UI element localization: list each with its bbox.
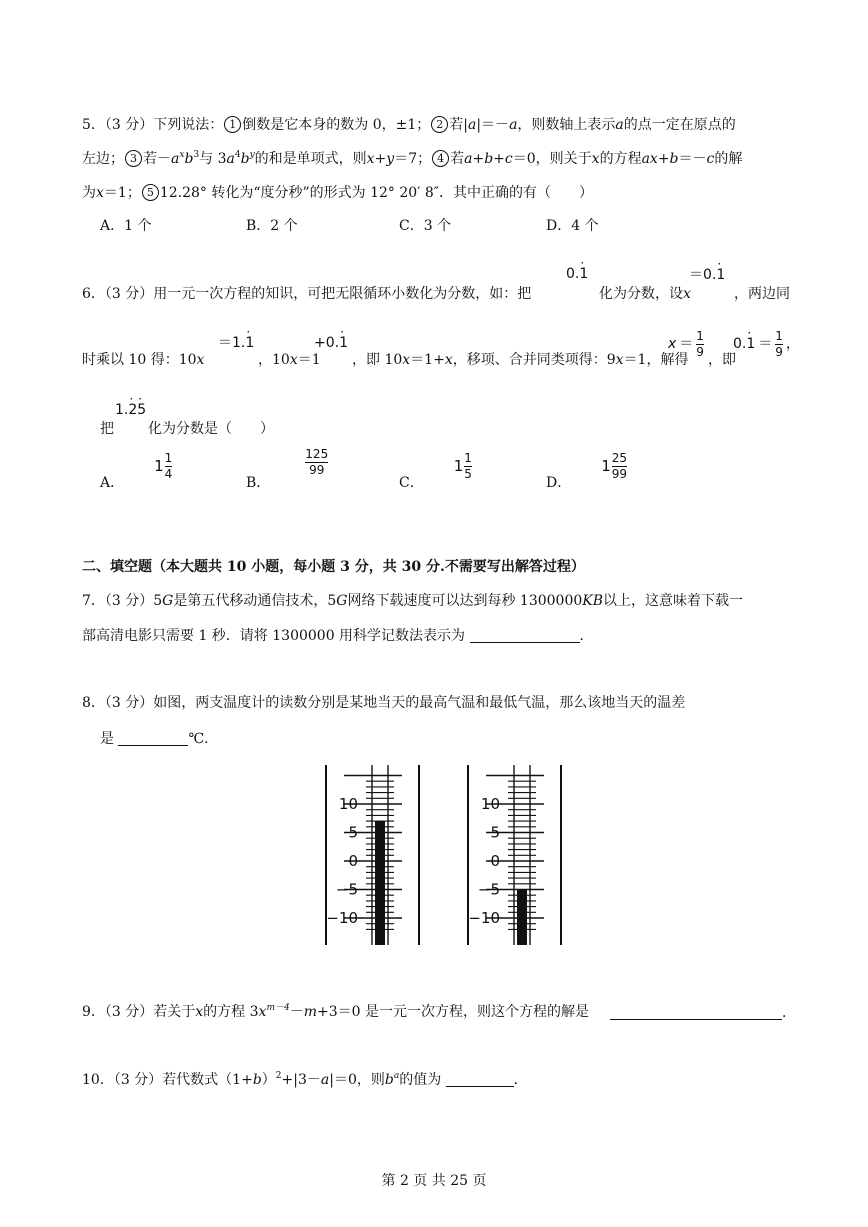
q5-s2-text-c: ，则数轴上表示 bbox=[517, 117, 616, 133]
q5-s3-var-b: b bbox=[184, 151, 194, 167]
q8-answer-blank[interactable] bbox=[118, 731, 188, 746]
tick-label: −10 bbox=[468, 909, 500, 927]
q6-sol-den: 9 bbox=[696, 344, 704, 359]
q8-l2a: 是 bbox=[100, 731, 114, 747]
q6-line-2-text-c bbox=[352, 353, 688, 367]
question-9 bbox=[82, 1005, 589, 1019]
tick-label: 5 bbox=[348, 823, 358, 842]
q6-option-b-den: 99 bbox=[309, 462, 325, 477]
q6-line-2-text bbox=[82, 353, 204, 367]
question-8-line-2 bbox=[100, 731, 218, 746]
q10-e: 的值为 bbox=[399, 1072, 442, 1088]
q9-c: － bbox=[289, 1004, 304, 1020]
q6-res-lhs: 0.· 1 bbox=[733, 337, 755, 351]
q5-s3-var-a2: a bbox=[226, 151, 235, 167]
q6-l2-var-x4: x bbox=[444, 352, 453, 368]
q6-l2b: ，10 bbox=[258, 352, 290, 368]
q5-s2-text-d: 的点一定在原点的 bbox=[623, 117, 736, 133]
q10-c: +|3－ bbox=[281, 1072, 321, 1088]
q6-line-2-text-b bbox=[258, 353, 321, 367]
q9-answer-blank[interactable] bbox=[610, 1005, 782, 1020]
q6-line-2-text-d: ，即 bbox=[708, 352, 736, 368]
q6-res-den: 9 bbox=[775, 344, 783, 359]
q5-option-a: A．1 个 bbox=[100, 218, 152, 234]
q6-line-1-text-b bbox=[599, 287, 691, 301]
q5-s2-text-b: |＝－ bbox=[476, 117, 510, 133]
q9-b: 的方程 3 bbox=[203, 1004, 259, 1020]
q6-l2d: ，即 10 bbox=[352, 352, 403, 368]
q5-line3-text-a: 为 bbox=[82, 185, 96, 201]
q10-exponent-a: a bbox=[393, 1071, 400, 1081]
q6-result bbox=[733, 330, 800, 358]
tick-label: 0 bbox=[490, 852, 500, 870]
circled-number-4: 4 bbox=[432, 150, 449, 167]
q6-option-a-label: A． bbox=[100, 475, 125, 492]
q5-s4-var-axb: ax+b bbox=[641, 151, 679, 167]
q6-option-c-num: 1 bbox=[464, 451, 472, 465]
q7-var-g2: G bbox=[336, 593, 348, 609]
q6-repeating-decimal-0-1: 0.· 1 bbox=[566, 267, 588, 281]
question-7-line-1 bbox=[82, 594, 743, 608]
q10-a: 10．（3 分）若代数式（1+ bbox=[82, 1072, 253, 1088]
tick-label: 5 bbox=[490, 823, 500, 842]
q5-line3-text-b: ＝1； bbox=[103, 185, 141, 201]
q5-statement-5: 12.28° 转化为“度分秒”的形式为 12° 20′ 8″．其中正确的有（ ） bbox=[159, 185, 593, 201]
q7-l2: 部高清电影只需要 1 秒．请将 1300000 用科学记数法表示为 bbox=[82, 628, 466, 644]
q5-s4-text-b: ＝0，则关于 bbox=[512, 151, 592, 167]
q10-b: ） bbox=[261, 1072, 276, 1088]
page-footer: 第 2 页 共 25 页 bbox=[381, 1173, 487, 1189]
q6-option-b-value bbox=[304, 448, 328, 476]
q6-option-d-label: D． bbox=[546, 475, 572, 492]
q6-option-c-value bbox=[454, 452, 472, 480]
q6-option-a-num: 1 bbox=[164, 451, 173, 465]
q6-option-d-den: 99 bbox=[611, 466, 628, 481]
q6-line-3-text-a: 把 bbox=[100, 421, 114, 437]
q5-s2-var-a3: a bbox=[615, 117, 624, 133]
q6-l2f: ，移项、合并同类项得：9 bbox=[452, 352, 616, 368]
mercury-column bbox=[517, 890, 527, 946]
q7-l1d: 以上，这意味着下载一 bbox=[603, 593, 744, 609]
q9-end: ． bbox=[782, 1005, 796, 1021]
q6-option-b-num: 125 bbox=[305, 447, 329, 461]
q5-s4-var-abc: a+b+c bbox=[464, 151, 513, 167]
q5-s3-exp-4: 4 bbox=[234, 150, 241, 160]
q6-sol-fraction bbox=[696, 330, 704, 358]
q5-s3-var-a: a bbox=[171, 151, 180, 167]
circled-number-1: 1 bbox=[224, 116, 241, 133]
q6-l2c: ＝1 bbox=[297, 352, 321, 368]
q6-l2g: ＝1，解得 bbox=[623, 352, 689, 368]
q5-s4-text-d: ＝－ bbox=[678, 151, 707, 167]
q7-answer-blank[interactable] bbox=[470, 628, 580, 643]
q7-l1c: 网络下载速度可以达到每秒 1300000 bbox=[347, 593, 583, 609]
question-5-line-1 bbox=[82, 116, 736, 133]
q5-s4-text-a: 若 bbox=[450, 151, 465, 167]
question-5-line-3 bbox=[82, 184, 593, 201]
q5-s3-exp-x: x bbox=[179, 150, 185, 160]
thermometers-figure bbox=[0, 760, 868, 960]
q6-line-3-text-b: 化为分数是（ ） bbox=[148, 421, 274, 437]
q6-option-a-den: 4 bbox=[164, 466, 173, 481]
tick-label: 10 bbox=[338, 795, 358, 813]
q5-s3-var-b2: b bbox=[240, 151, 250, 167]
tick-label: −5 bbox=[335, 880, 358, 899]
q9-exponent: m－4 bbox=[266, 1003, 290, 1013]
q6-repeating-decimal-1-25: 1.· 2· 5 bbox=[115, 403, 146, 417]
q9-answer-area bbox=[610, 1005, 796, 1020]
q9-var-x1: x bbox=[195, 1004, 204, 1020]
tick-label: 10 bbox=[480, 795, 500, 813]
q10-d: |＝0，则 bbox=[329, 1072, 385, 1088]
q6-l2-var-x3: x bbox=[402, 352, 411, 368]
q6-option-c-den: 5 bbox=[464, 466, 472, 481]
q5-s4-var-x: x bbox=[591, 151, 600, 167]
q5-s3-var-xy: x+y bbox=[366, 151, 395, 167]
q6-option-c bbox=[399, 451, 472, 492]
q10-end: ． bbox=[513, 1072, 528, 1088]
q6-option-b-label: B． bbox=[246, 475, 271, 492]
q6-res-tail: ， bbox=[785, 336, 800, 353]
q10-answer-blank[interactable] bbox=[446, 1072, 514, 1087]
q6-res-eq: ＝ bbox=[758, 336, 773, 353]
section-2-title: 二、填空题（本大题共 10 小题，每小题 3 分，共 30 分.不需要写出解答过程） bbox=[82, 559, 585, 575]
q6-eq-x-0-1: ＝0.· 1 bbox=[689, 268, 725, 282]
q10-var-b2: b bbox=[384, 1072, 394, 1088]
question-7-line-2 bbox=[82, 628, 594, 643]
q7-l1b: 是第五代移动通信技术，5 bbox=[173, 593, 337, 609]
q9-var-m: m bbox=[303, 1004, 317, 1020]
q10-var-b1: b bbox=[252, 1072, 262, 1088]
q6-line-1-tail: ，两边同 bbox=[734, 286, 790, 302]
q6-res-fraction bbox=[775, 330, 783, 358]
circled-number-3: 3 bbox=[125, 150, 142, 167]
q5-option-c: C．3 个 bbox=[399, 218, 452, 234]
q5-option-b: B．2 个 bbox=[246, 218, 298, 234]
q5-s2-var-a2: a bbox=[509, 117, 518, 133]
q6-sol-num: 1 bbox=[696, 329, 704, 343]
tick-label: −10 bbox=[326, 909, 358, 927]
q5-s2-var-a: a bbox=[467, 117, 477, 133]
q6-plus-0-1: +0.· 1 bbox=[314, 336, 348, 350]
q7-var-g1: G bbox=[162, 593, 174, 609]
q6-eq-1-1: ＝1.· 1 bbox=[218, 336, 254, 350]
q7-l2-end: ． bbox=[579, 628, 594, 644]
q5-line3-var-x: x bbox=[96, 185, 104, 201]
tick-label: 0 bbox=[348, 852, 358, 870]
q6-option-c-label: C． bbox=[399, 475, 424, 492]
q6-option-b bbox=[246, 447, 329, 492]
q10-var-a: a bbox=[320, 1072, 330, 1088]
q7-l1a: 7．（3 分）5 bbox=[82, 593, 163, 609]
question-5-line-2 bbox=[82, 150, 742, 167]
q5-s4-text-e: 的解 bbox=[714, 151, 743, 167]
q5-option-d: D．4 个 bbox=[546, 218, 599, 234]
q5-head: 5．（3 分）下列说法： bbox=[82, 117, 224, 133]
q5-s3-text-d: ＝7； bbox=[394, 151, 432, 167]
q7-var-kb: KB bbox=[582, 593, 604, 609]
q5-s3-text-b: 与 3 bbox=[199, 151, 227, 167]
q6-option-c-whole: 1 bbox=[453, 456, 464, 475]
q10-exponent-2: 2 bbox=[275, 1071, 282, 1081]
q9-d: +3＝0 是一元一次方程，则这个方程的解是 bbox=[316, 1004, 589, 1020]
q6-l2a: 时乘以 10 得：10 bbox=[82, 352, 197, 368]
question-10 bbox=[82, 1072, 528, 1087]
tick-label: −5 bbox=[477, 880, 500, 899]
q5-statement-1: 倒数是它本身的数为 0，±1； bbox=[242, 117, 431, 133]
q6-l2-var-x5: x bbox=[615, 352, 624, 368]
q6-option-d-value bbox=[601, 452, 627, 480]
q5-s3-exp-3: 3 bbox=[193, 150, 200, 160]
q6-option-a-value bbox=[154, 452, 172, 480]
q6-option-d-num: 25 bbox=[611, 451, 628, 465]
q6-l2-var-x1: x bbox=[196, 352, 205, 368]
q5-s3-text-a: 若－ bbox=[143, 151, 171, 167]
q6-res-num: 1 bbox=[775, 329, 783, 343]
q6-l1b: 化为分数，设 bbox=[599, 286, 683, 302]
q6-l2-var-x2: x bbox=[289, 352, 298, 368]
q9-var-x2: x bbox=[258, 1004, 267, 1020]
circled-number-2: 2 bbox=[431, 116, 448, 133]
q6-option-a bbox=[100, 451, 173, 492]
q6-solution-x bbox=[668, 330, 704, 358]
q5-s3-exp-y: y bbox=[249, 150, 255, 160]
q6-l2e: ＝1+ bbox=[410, 352, 445, 368]
question-8-line-1: 8．（3 分）如图，两支温度计的读数分别是某地当天的最高气温和最低气温，那么该地当天的温差 bbox=[82, 695, 686, 711]
circled-number-5: 5 bbox=[142, 184, 159, 201]
q5-s4-var-c: c bbox=[706, 151, 715, 167]
q6-option-d bbox=[546, 451, 628, 492]
q6-option-a-whole: 1 bbox=[154, 456, 164, 475]
q5-s2-text-a: 若| bbox=[449, 117, 468, 133]
q6-sol-eq: ＝ bbox=[679, 336, 694, 353]
q6-option-d-whole: 1 bbox=[601, 456, 611, 475]
q6-l1-var-x: x bbox=[683, 286, 691, 302]
mercury-column bbox=[375, 821, 385, 945]
q8-l2-end: ℃． bbox=[188, 731, 219, 747]
q5-line2-text: 左边； bbox=[82, 151, 124, 167]
q5-s3-text-c: 的和是单项式，则 bbox=[254, 151, 367, 167]
q6-line-1-text: 6．（3 分）用一元一次方程的知识，可把无限循环小数化为分数，如：把 bbox=[82, 286, 532, 302]
q9-a: 9．（3 分）若关于 bbox=[82, 1004, 196, 1020]
q6-sol-var-x: x bbox=[668, 336, 677, 353]
q5-s4-text-c: 的方程 bbox=[599, 151, 642, 167]
